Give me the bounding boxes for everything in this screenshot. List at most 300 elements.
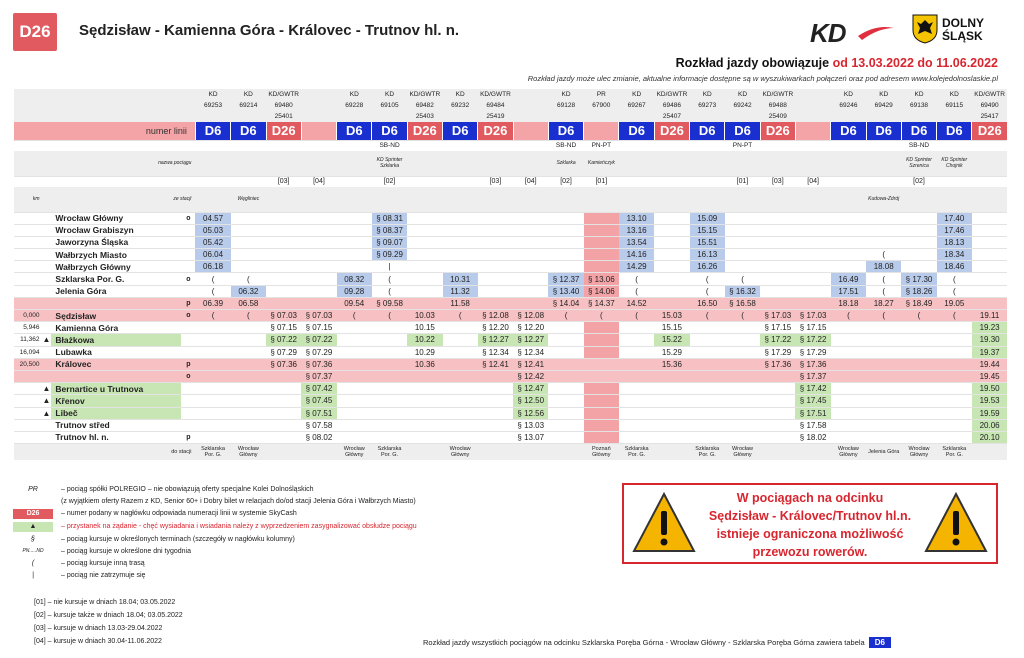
departure-time (443, 249, 478, 261)
footnote-ref: [03] (277, 178, 290, 186)
departure-time (443, 395, 478, 407)
running-days: SB-ND (379, 142, 400, 150)
departure-time (654, 249, 689, 261)
line-number-badge: D26 (478, 122, 513, 140)
departure-time (937, 346, 972, 358)
departure-time (937, 370, 972, 382)
departure-time (725, 346, 760, 358)
departure-time: § 17.30 (901, 273, 936, 285)
departure-time (407, 224, 442, 236)
departure-time (619, 334, 654, 346)
departure-time (231, 334, 266, 346)
carrier: PR (584, 89, 619, 100)
departure-time (937, 358, 972, 370)
carrier (513, 89, 548, 100)
departure-time (513, 285, 548, 297)
departure-time (231, 383, 266, 395)
departure-time (443, 419, 478, 431)
km-value (14, 407, 42, 419)
destination-station (760, 444, 795, 460)
request-stop-marker (42, 273, 52, 285)
departure-time (407, 395, 442, 407)
origin-station (584, 187, 619, 212)
departure-time (654, 285, 689, 297)
train-number: 69115 (937, 100, 972, 111)
arrival-departure-marker: o (181, 273, 195, 285)
departure-time (443, 407, 478, 419)
station-row (14, 407, 1008, 419)
train-name (690, 151, 725, 176)
line-number-badge: D26 (972, 122, 1007, 140)
origin-station (337, 187, 372, 212)
departure-time (337, 334, 372, 346)
departure-time (548, 249, 583, 261)
departure-time (831, 249, 866, 261)
header-blank (14, 111, 196, 122)
km-value: 11,362 (14, 334, 42, 346)
departure-time: § 17.36 (795, 358, 830, 370)
departure-time: ( (584, 310, 619, 322)
departure-time (548, 334, 583, 346)
departure-time (725, 334, 760, 346)
validity-dates: od 13.03.2022 do 11.06.2022 (832, 56, 998, 70)
km-value (14, 236, 42, 248)
departure-time (548, 212, 583, 224)
station-name: Libeč (51, 407, 181, 419)
departure-time (513, 297, 548, 309)
footnote-ref: [01] (736, 178, 749, 186)
departure-time: § 12.56 (513, 407, 548, 419)
train-name (231, 151, 266, 176)
kd-logo (810, 18, 846, 49)
train-name (760, 151, 795, 176)
departure-time: 10.29 (407, 346, 442, 358)
departure-time (972, 236, 1007, 248)
train-number (372, 111, 407, 122)
departure-time (478, 236, 513, 248)
departure-time: § 17.22 (760, 334, 795, 346)
departure-time (866, 395, 901, 407)
departure-time: 17.46 (937, 224, 972, 236)
departure-time (478, 249, 513, 261)
running-days (443, 140, 478, 151)
departure-time (478, 370, 513, 382)
origin-station (901, 187, 936, 212)
departure-time: § 12.50 (513, 395, 548, 407)
departure-time (372, 334, 407, 346)
departure-time (725, 431, 760, 443)
departure-time: 16.26 (690, 261, 725, 273)
line-number-badge: D6 (690, 122, 725, 140)
departure-time (831, 346, 866, 358)
bicycle-warning-box (622, 483, 998, 564)
departure-time (725, 212, 760, 224)
departure-time: 18.08 (866, 261, 901, 273)
line-number-row (14, 122, 1008, 140)
departure-time (407, 431, 442, 443)
carrier: KD (195, 89, 230, 100)
departure-time (654, 297, 689, 309)
footnote-ref: [02] (913, 178, 925, 186)
departure-time: 18.13 (937, 236, 972, 248)
footnote-ref: [04] (807, 178, 819, 186)
departure-time: § 07.36 (266, 358, 301, 370)
departure-time (301, 212, 336, 224)
origin-station (760, 187, 795, 212)
departure-time (231, 419, 266, 431)
departure-time: § 17.29 (795, 346, 830, 358)
departure-time: 14.29 (619, 261, 654, 273)
departure-time: § 18.26 (901, 285, 936, 297)
departure-time (831, 334, 866, 346)
train-number (795, 111, 830, 122)
departure-time: ( (195, 310, 230, 322)
departure-time: § 14.04 (548, 297, 583, 309)
request-stop-marker (42, 419, 52, 431)
carrier: KD/GWTR (266, 89, 301, 100)
departure-time (372, 407, 407, 419)
departure-time (584, 407, 619, 419)
departure-time: 19.45 (972, 370, 1007, 382)
departure-time (866, 370, 901, 382)
station-row (14, 383, 1008, 395)
station-name: Jaworzyna Śląska (51, 236, 181, 248)
origin-station (690, 187, 725, 212)
request-stop-marker (42, 261, 52, 273)
destination-station: Wrocław Główny (443, 444, 478, 460)
departure-time (901, 395, 936, 407)
running-days (690, 140, 725, 151)
station-row (14, 297, 1008, 309)
departure-time: 06.04 (195, 249, 230, 261)
train-number: 25417 (972, 111, 1007, 122)
departure-time: § 07.37 (301, 370, 336, 382)
departure-time (337, 419, 372, 431)
departure-time (901, 224, 936, 236)
from-station-label: ze stacji (42, 187, 196, 212)
departure-time (513, 224, 548, 236)
departure-time: 20.10 (972, 431, 1007, 443)
eagle-crest-icon (912, 14, 938, 44)
station-name: Kamienna Góra (51, 322, 181, 334)
km-label: km (14, 187, 42, 212)
departure-time: § 12.08 (513, 310, 548, 322)
departure-time: ( (725, 273, 760, 285)
departure-time (584, 261, 619, 273)
destination-station (407, 444, 442, 460)
running-days (619, 140, 654, 151)
departure-time (937, 383, 972, 395)
train-number: 25403 (407, 111, 442, 122)
departure-time (231, 395, 266, 407)
train-number: 69128 (548, 100, 583, 111)
running-days (654, 140, 689, 151)
train-number: 69105 (372, 100, 407, 111)
departure-time: 15.29 (654, 346, 689, 358)
departure-time (231, 236, 266, 248)
line-number-badge: D6 (866, 122, 901, 140)
departure-time (760, 249, 795, 261)
departure-time: 15.15 (690, 224, 725, 236)
departure-time: 19.23 (972, 322, 1007, 334)
departure-time (478, 395, 513, 407)
warning-line2: Sędzisław - Královec/Trutnov hl.n. (708, 509, 912, 523)
departure-time (760, 224, 795, 236)
departure-time (407, 383, 442, 395)
destination-station: Szklarska Por. G. (937, 444, 972, 460)
departure-time (548, 224, 583, 236)
destination-station (301, 444, 336, 460)
departure-time (266, 407, 301, 419)
departure-time: 06.39 (195, 297, 230, 309)
departure-time (584, 236, 619, 248)
footnote-ref (831, 176, 866, 187)
arrival-departure-marker (181, 395, 195, 407)
departure-time (619, 370, 654, 382)
departure-time: 19.44 (972, 358, 1007, 370)
train-number (443, 111, 478, 122)
request-stop-marker: ▲ (42, 396, 51, 406)
departure-time: 16.49 (831, 273, 866, 285)
running-days (795, 140, 830, 151)
station-name (51, 297, 181, 309)
departure-time: ( (690, 310, 725, 322)
departure-time (478, 224, 513, 236)
departure-time (795, 273, 830, 285)
departure-time: 14.52 (619, 297, 654, 309)
arrival-departure-marker (181, 285, 195, 297)
header-blank (14, 89, 196, 100)
departure-time: 18.34 (937, 249, 972, 261)
station-name: Szklarska Por. G. (51, 273, 181, 285)
legend-note-03: [03] – kursuje w dniach 13.03-29.04.2022 (34, 625, 163, 632)
departure-time: ( (937, 285, 972, 297)
departure-time (478, 407, 513, 419)
km-value: 0,000 (14, 310, 42, 322)
departure-time (972, 297, 1007, 309)
departure-time (548, 407, 583, 419)
train-name (337, 151, 372, 176)
departure-time: ( (725, 310, 760, 322)
station-name: Královec (51, 358, 181, 370)
departure-time (513, 261, 548, 273)
departure-time: 09.54 (337, 297, 372, 309)
departure-time (478, 212, 513, 224)
departure-time: 19.59 (972, 407, 1007, 419)
departure-time: ( (619, 273, 654, 285)
km-value (14, 370, 42, 382)
departure-time (337, 261, 372, 273)
km-value (14, 383, 42, 395)
departure-time (478, 261, 513, 273)
request-stop-marker (42, 370, 52, 382)
train-number (195, 111, 230, 122)
departure-time (195, 431, 230, 443)
carrier (301, 89, 336, 100)
departure-time: § 17.15 (795, 322, 830, 334)
train-number (690, 111, 725, 122)
running-days (337, 140, 372, 151)
departure-time (866, 407, 901, 419)
departure-time: ( (866, 285, 901, 297)
departure-time: § 08.37 (372, 224, 407, 236)
departure-time: § 12.27 (478, 334, 513, 346)
departure-time: 19.50 (972, 383, 1007, 395)
arrival-departure-marker (181, 419, 195, 431)
origin-station: Kudowa-Zdrój (866, 187, 901, 212)
departure-time (231, 249, 266, 261)
departure-time (654, 383, 689, 395)
departure-time: ( (337, 310, 372, 322)
departure-time: ( (372, 310, 407, 322)
carrier: KD/GWTR (760, 89, 795, 100)
departure-time (831, 358, 866, 370)
train-number: 69214 (231, 100, 266, 111)
departure-time (337, 236, 372, 248)
line-number-badge: D6 (372, 122, 407, 140)
station-row (14, 322, 1008, 334)
departure-time (937, 322, 972, 334)
departure-time: § 07.15 (301, 322, 336, 334)
departure-time (443, 370, 478, 382)
departure-time (337, 358, 372, 370)
logo-ds-line1: DOLNY (942, 16, 984, 30)
running-days (266, 140, 301, 151)
train-number: 69486 (654, 100, 689, 111)
station-name: Sędzisław (51, 310, 181, 322)
origin-station (443, 187, 478, 212)
departure-time (901, 212, 936, 224)
departure-time (654, 212, 689, 224)
request-stop-marker (42, 212, 52, 224)
km-value (14, 261, 42, 273)
departure-time (619, 407, 654, 419)
departure-time: 15.22 (654, 334, 689, 346)
footer-badge: D6 (869, 637, 891, 648)
station-row (14, 431, 1008, 443)
departure-time: 11.58 (443, 297, 478, 309)
station-row (14, 249, 1008, 261)
footnote-ref (866, 176, 901, 187)
departure-time: 06.32 (231, 285, 266, 297)
train-name (795, 151, 830, 176)
departure-time: 10.15 (407, 322, 442, 334)
origin-station (548, 187, 583, 212)
departure-time (266, 261, 301, 273)
departure-time (831, 236, 866, 248)
departure-time (443, 358, 478, 370)
departure-time: 05.42 (195, 236, 230, 248)
departure-time (972, 212, 1007, 224)
train-name (513, 151, 548, 176)
station-row (14, 236, 1008, 248)
departure-time (760, 395, 795, 407)
line-number-badge: D6 (831, 122, 866, 140)
departure-time: 19.05 (937, 297, 972, 309)
departure-time (725, 407, 760, 419)
departure-time (654, 261, 689, 273)
request-stop-marker (42, 249, 52, 261)
station-name (51, 370, 181, 382)
train-number: 69273 (690, 100, 725, 111)
departure-time (937, 419, 972, 431)
departure-time (548, 370, 583, 382)
departure-time (407, 407, 442, 419)
footnote-ref (407, 176, 442, 187)
destination-station (513, 444, 548, 460)
departure-time (231, 431, 266, 443)
departure-time (760, 285, 795, 297)
departure-time: 19.30 (972, 334, 1007, 346)
departure-time (760, 212, 795, 224)
train-number: 69490 (972, 100, 1007, 111)
departure-time (972, 273, 1007, 285)
departure-time (584, 395, 619, 407)
footnote-ref (337, 176, 372, 187)
departure-time: 06.58 (231, 297, 266, 309)
legend-note-02: [02] – kursuje także w dniach 18.04; 03.05.2022 (34, 612, 183, 619)
request-stop-marker (42, 310, 52, 322)
carrier: KD/GWTR (407, 89, 442, 100)
station-name: Jelenia Góra (51, 285, 181, 297)
departure-time: § 14.37 (584, 297, 619, 309)
train-number (301, 100, 336, 111)
departure-time: § 12.27 (513, 334, 548, 346)
departure-time (831, 370, 866, 382)
train-name (619, 151, 654, 176)
departure-time (231, 358, 266, 370)
departure-time: § 07.29 (301, 346, 336, 358)
header-blank (14, 140, 196, 151)
train-name (266, 151, 301, 176)
departure-time: 19.37 (972, 346, 1007, 358)
train-number: 69482 (407, 100, 442, 111)
km-value (14, 212, 42, 224)
departure-time (407, 370, 442, 382)
footnote-ref (654, 176, 689, 187)
destination-station: Wrocław Główny (901, 444, 936, 460)
legend-note-04: [04] – kursuje w dniach 30.04-11.06.2022 (34, 638, 162, 645)
running-days (937, 140, 972, 151)
train-number (231, 111, 266, 122)
request-stop-marker (42, 322, 52, 334)
train-number: 69246 (831, 100, 866, 111)
departure-time: § 12.34 (513, 346, 548, 358)
departure-time (584, 419, 619, 431)
departure-time (901, 322, 936, 334)
departure-time (725, 236, 760, 248)
departure-time (584, 249, 619, 261)
departure-time: 09.28 (337, 285, 372, 297)
header-blank (14, 100, 196, 111)
destination-station (266, 444, 301, 460)
departure-time (195, 419, 230, 431)
departure-time (690, 395, 725, 407)
departure-time (901, 358, 936, 370)
train-number: 69488 (760, 100, 795, 111)
departure-time (866, 322, 901, 334)
departure-time (760, 370, 795, 382)
footnote-ref (619, 176, 654, 187)
departure-time (760, 419, 795, 431)
departure-time: § 17.36 (760, 358, 795, 370)
departure-time (831, 383, 866, 395)
train-name-row (14, 151, 1008, 176)
departure-time (195, 395, 230, 407)
departure-time (866, 383, 901, 395)
departure-time (195, 358, 230, 370)
line-number-badge: D6 (443, 122, 478, 140)
